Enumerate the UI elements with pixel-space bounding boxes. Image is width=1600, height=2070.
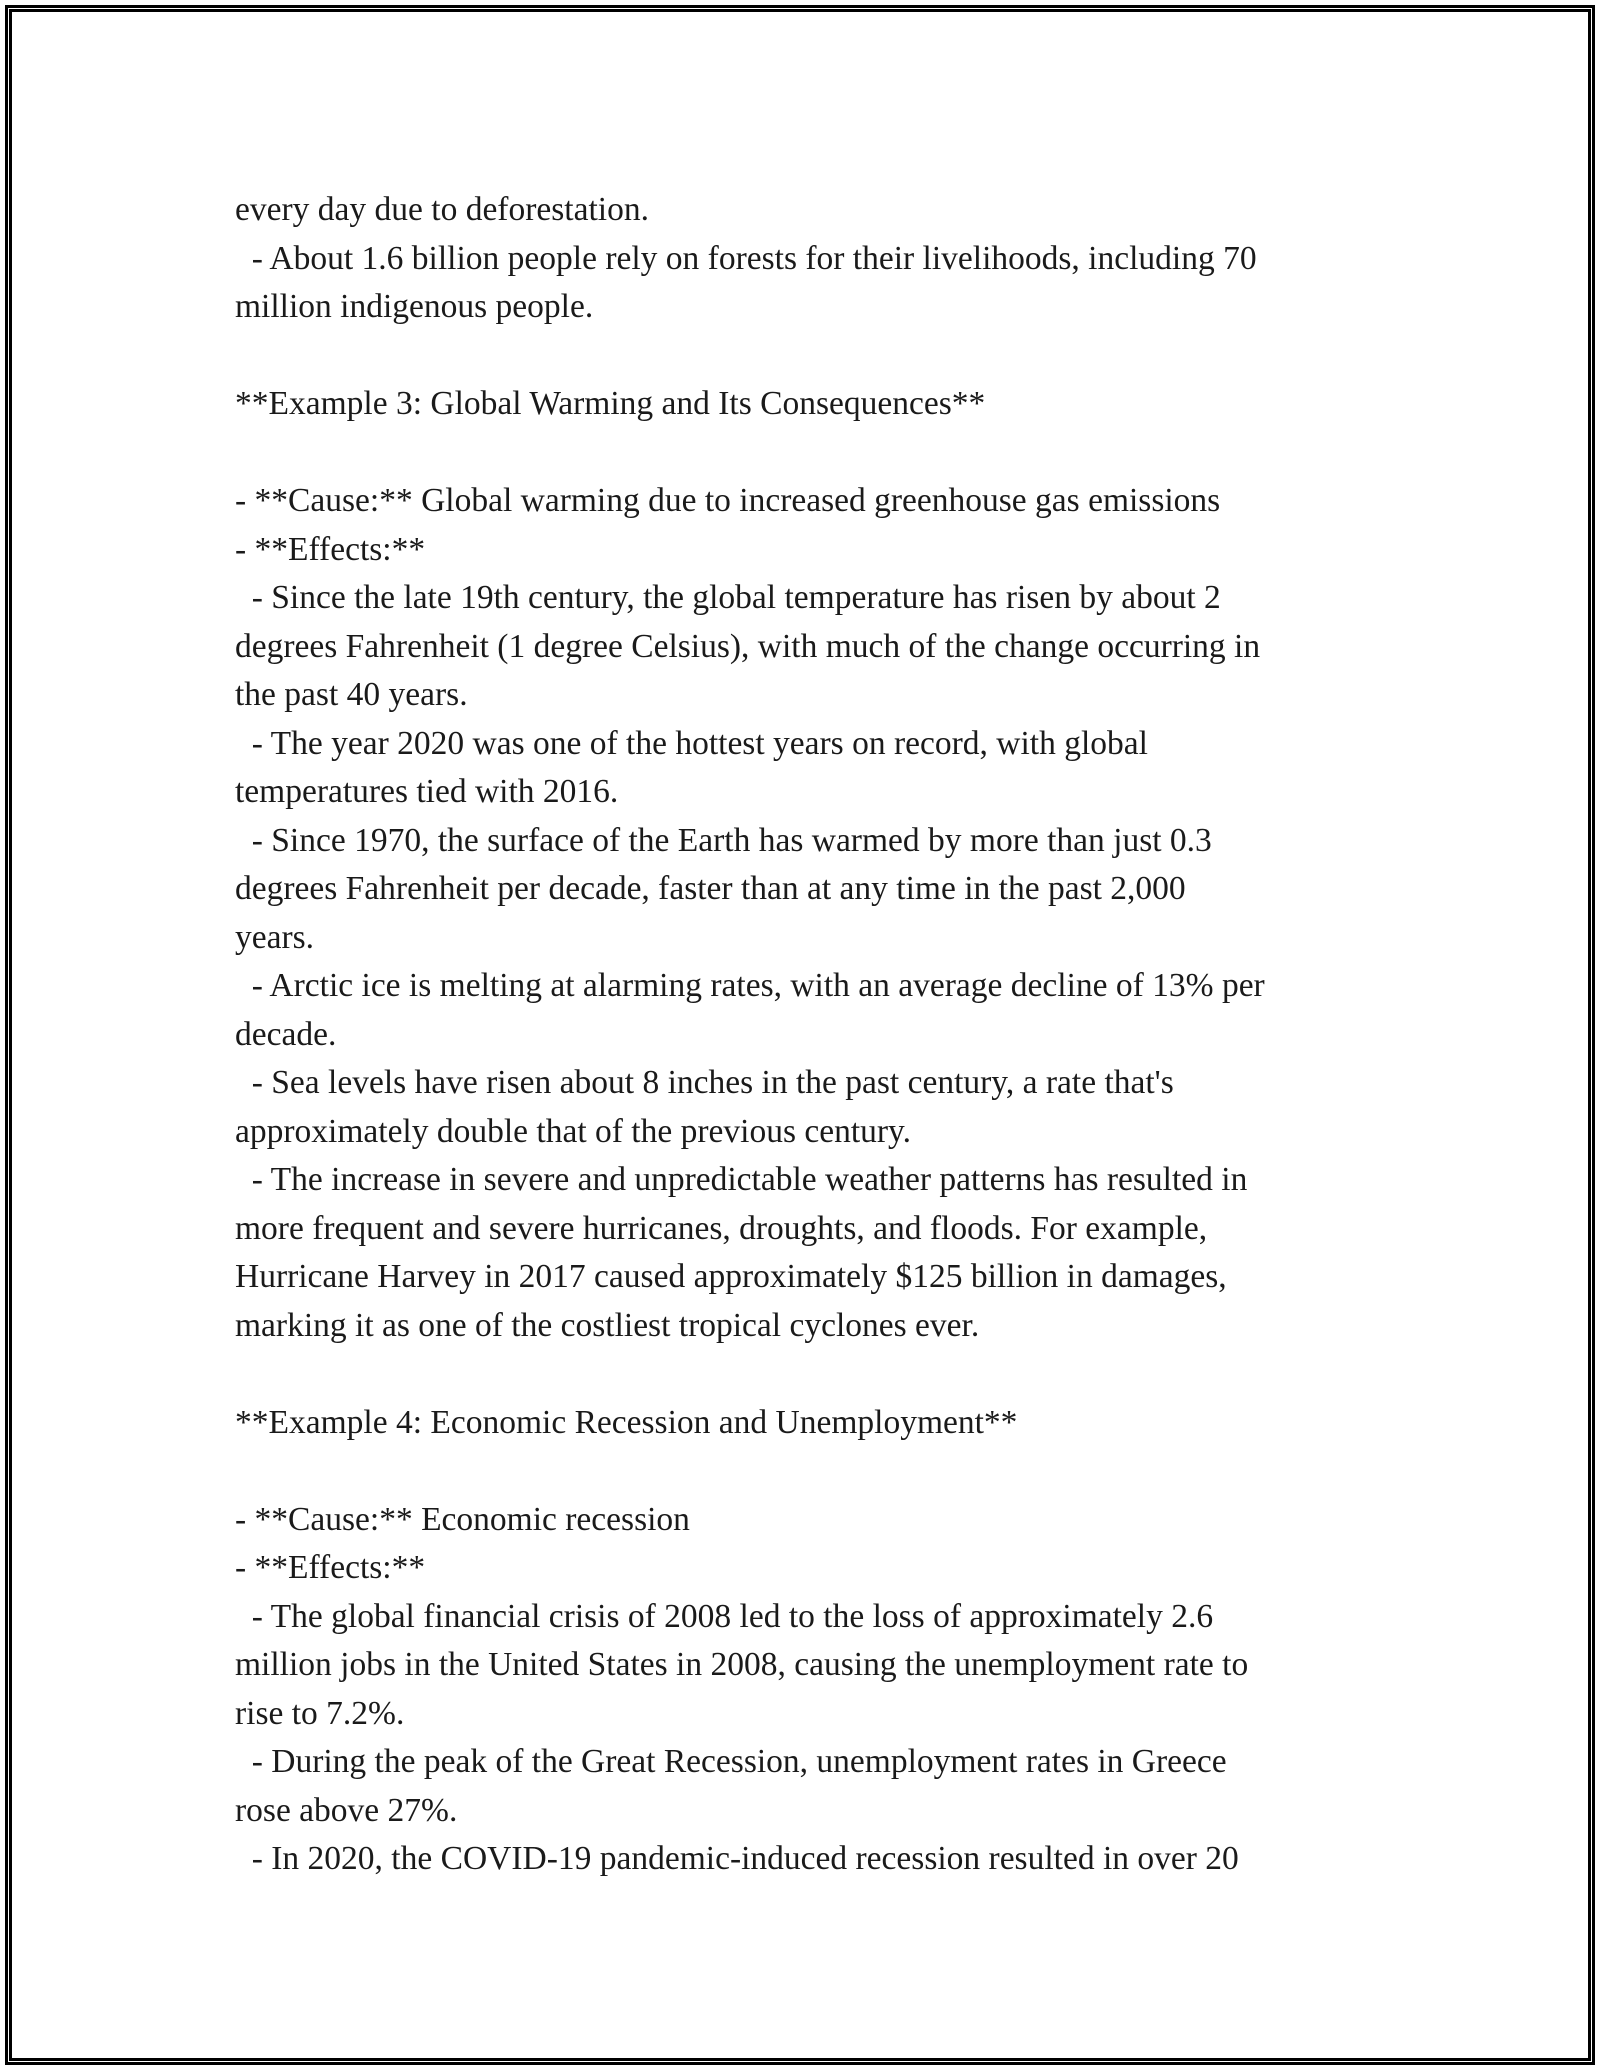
text-line: - **Cause:** Economic recession (235, 1500, 690, 1538)
section-heading: **Example 3: Global Warming and Its Consequences** (235, 385, 986, 422)
text-line: rise to 7.2%. (235, 1694, 405, 1732)
text-line: temperatures tied with 2016. (235, 773, 619, 810)
text-line: rose above 27%. (235, 1791, 458, 1829)
text-line: the past 40 years. (235, 676, 468, 713)
text-line: million indigenous people. (235, 288, 594, 325)
text-line: - In 2020, the COVID-19 pandemic-induced recession resulted in over 20 (235, 1840, 1239, 1877)
blank-line (235, 1350, 1385, 1399)
text-line: approximately double that of the previous century. (235, 1112, 912, 1150)
text-line: - **Cause:** Global warming due to increased greenhouse gas emissions (235, 482, 1221, 519)
text-line: - About 1.6 billion people rely on forests for their livelihoods, including 70 (235, 239, 1257, 277)
text-line: - **Effects:** (235, 1549, 426, 1586)
text-line: years. (235, 918, 315, 956)
document-body (235, 186, 1385, 1884)
text-line: marking it as one of the costliest tropical cyclones ever. (235, 1306, 980, 1344)
text-line: degrees Fahrenheit per decade, faster than at any time in the past 2,000 (235, 870, 1186, 907)
text-line: - The year 2020 was one of the hottest years on record, with global (235, 724, 1148, 762)
text-line: - Sea levels have risen about 8 inches in the past century, a rate that's (235, 1064, 1174, 1101)
text-line: decade. (235, 1015, 337, 1053)
text-line: - During the peak of the Great Recession, unemployment rates in Greece (235, 1743, 1227, 1780)
text-line: - Since the late 19th century, the global temperature has risen by about 2 (235, 579, 1221, 616)
text-line: Hurricane Harvey in 2017 caused approximately $125 billion in damages, (235, 1258, 1227, 1295)
blank-line (235, 332, 1385, 381)
text-line: - The global financial crisis of 2008 led to the loss of approximately 2.6 (235, 1597, 1214, 1635)
text-line: - The increase in severe and unpredictable weather patterns has resulted in (235, 1161, 1248, 1198)
text-line: more frequent and severe hurricanes, droughts, and floods. For example, (235, 1209, 1208, 1247)
blank-line (235, 1447, 1385, 1496)
text-line: - Since 1970, the surface of the Earth has warmed by more than just 0.3 (235, 821, 1212, 859)
section-heading: **Example 4: Economic Recession and Unemployment** (235, 1403, 1018, 1441)
text-line: every day due to deforestation. (235, 191, 649, 228)
blank-line (235, 429, 1385, 478)
text-line: million jobs in the United States in 2008, causing the unemployment rate to (235, 1646, 1249, 1683)
text-line: - Arctic ice is melting at alarming rates, with an average decline of 13% per (235, 967, 1265, 1004)
text-line: - **Effects:** (235, 530, 426, 568)
text-line: degrees Fahrenheit (1 degree Celsius), with much of the change occurring in (235, 627, 1261, 665)
